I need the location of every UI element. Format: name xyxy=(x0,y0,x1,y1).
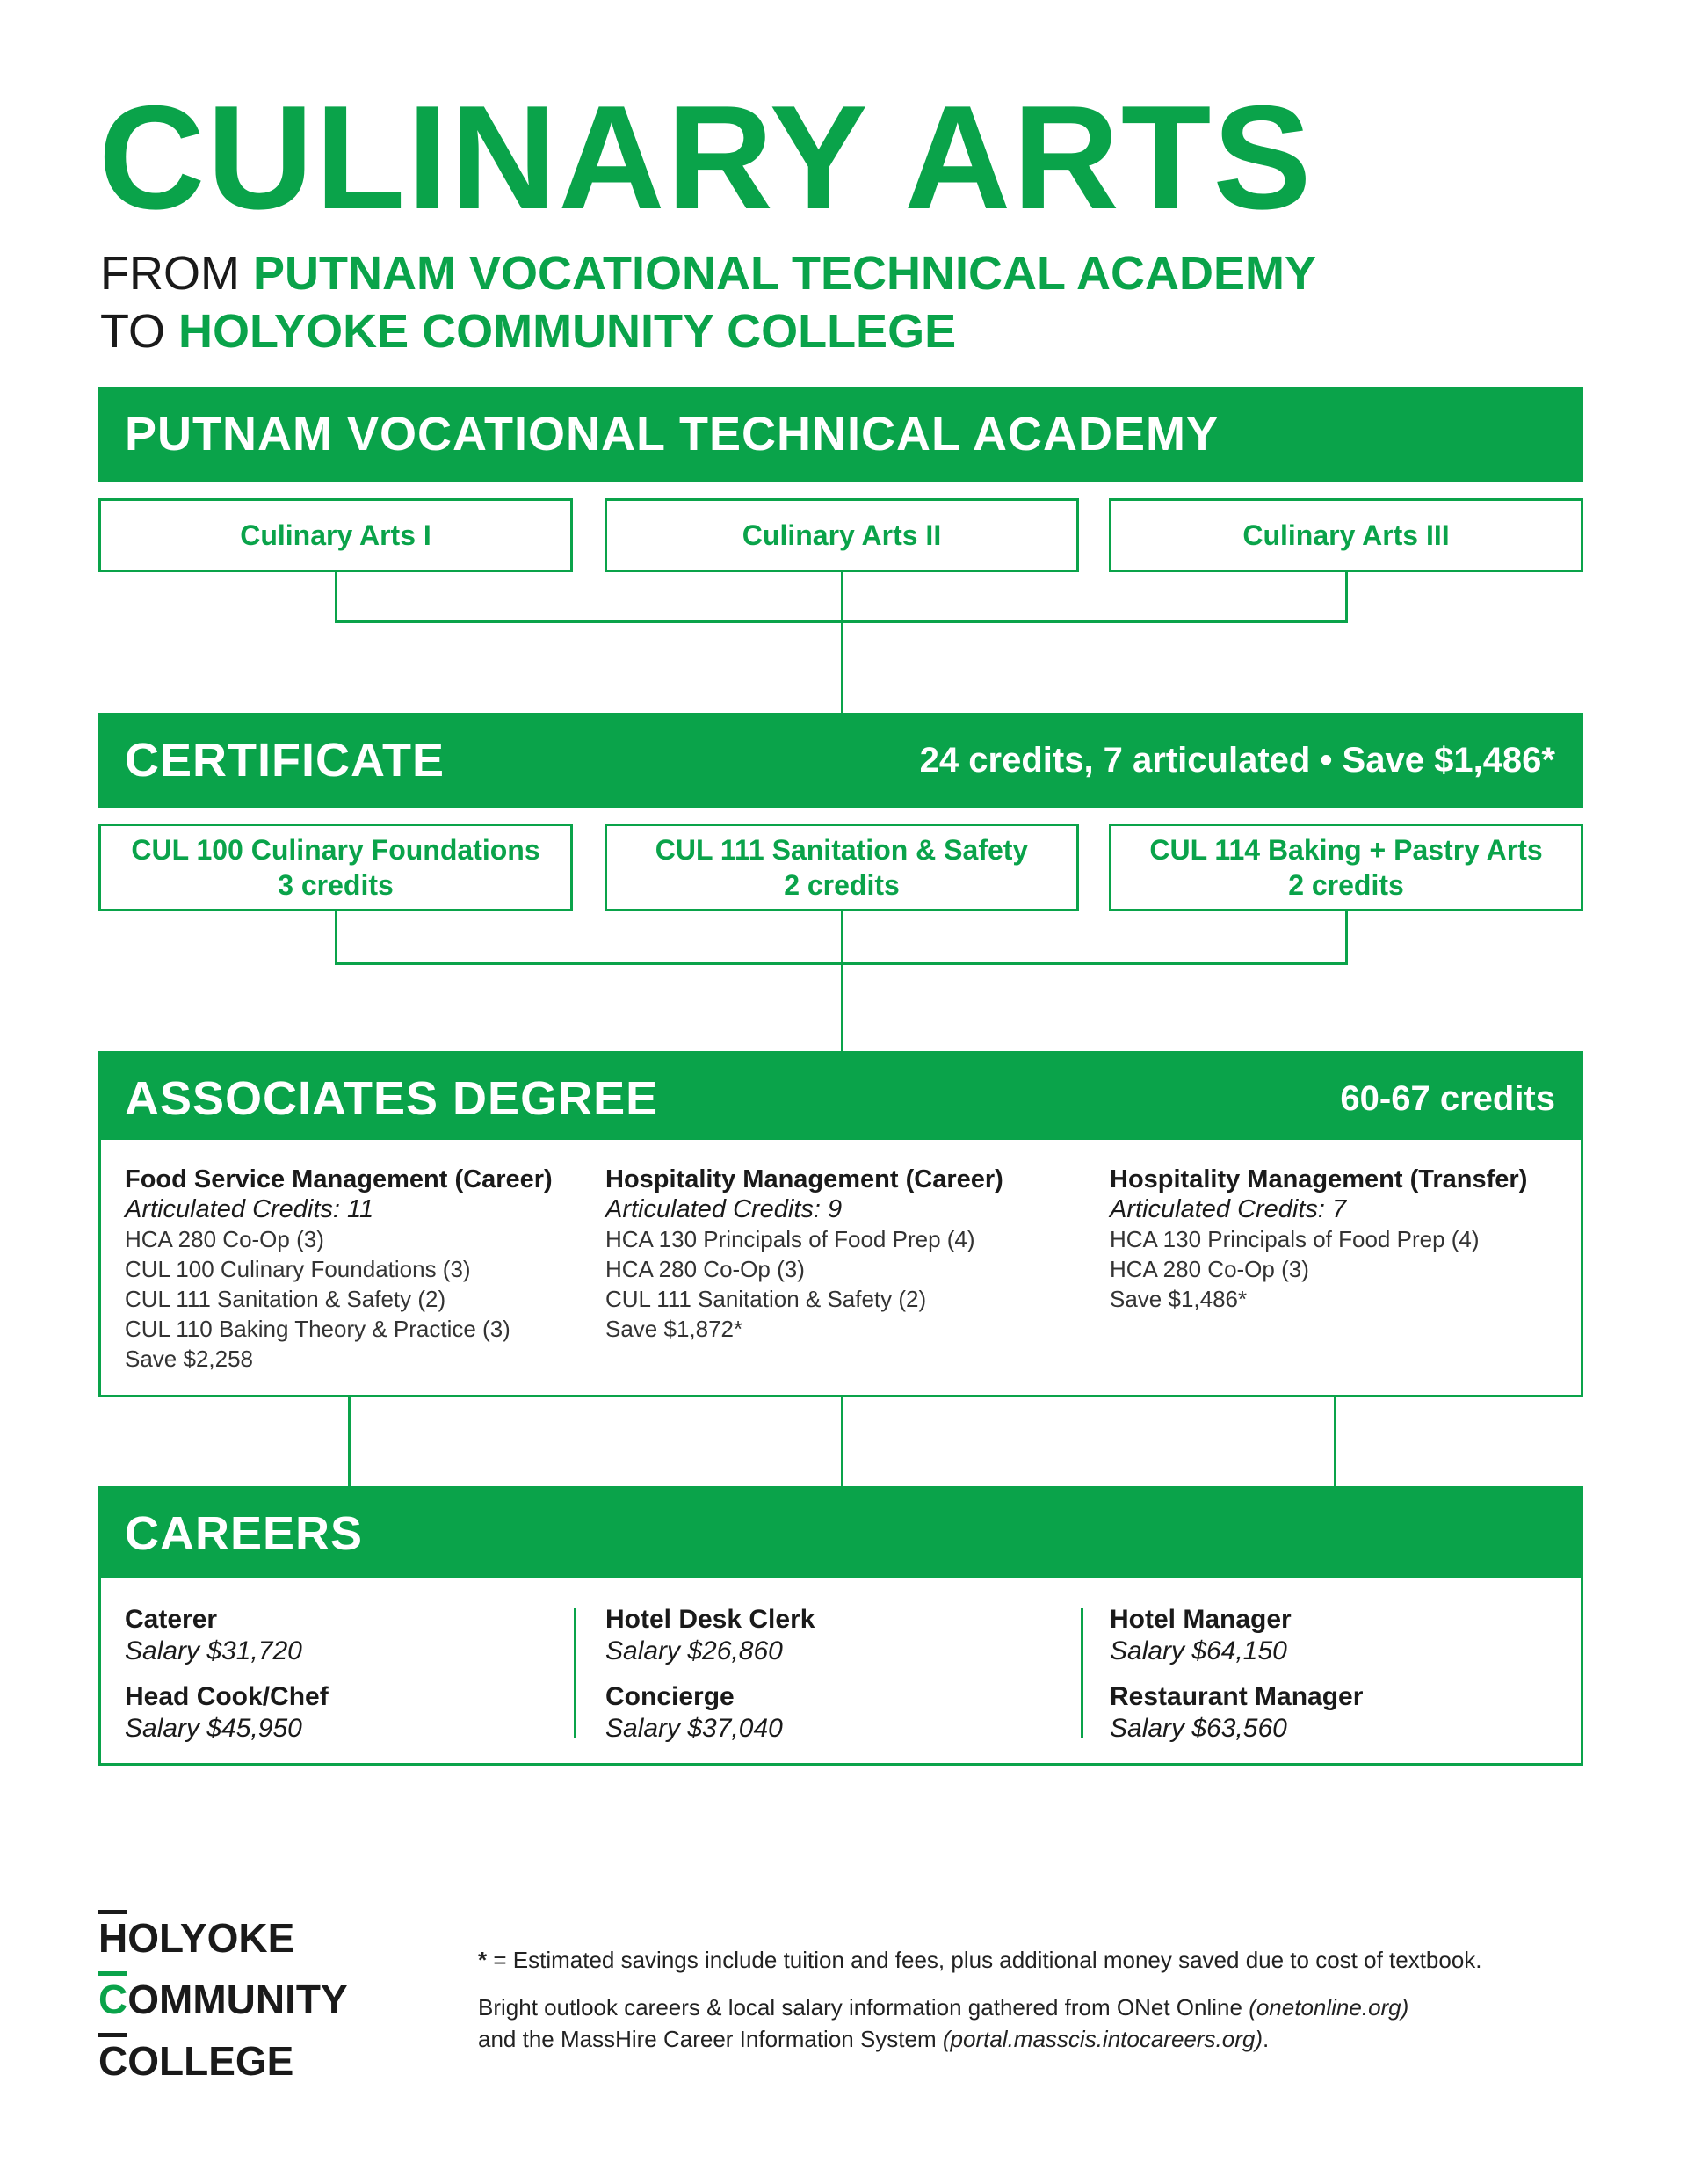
certificate-course-1-name: CUL 100 Culinary Foundations xyxy=(131,834,540,866)
program-line: HCA 130 Principals of Food Prep (4) xyxy=(1110,1226,1480,1252)
program-hospitality-management-transfer xyxy=(1110,1165,1527,1314)
program-articulated-credits: Articulated Credits: 11 xyxy=(125,1195,374,1223)
logo-line-college: COLLEGE xyxy=(98,2038,294,2084)
subtitle-to-school: HOLYOKE COMMUNITY COLLEGE xyxy=(178,305,957,358)
page-title: CULINARY ARTS xyxy=(98,75,1314,240)
logo-line-community: COMMUNITY xyxy=(98,1977,348,2022)
certificate-section-title: CERTIFICATE xyxy=(125,734,445,787)
putnam-course-1 xyxy=(98,498,573,572)
program-name: Hospitality Management (Transfer) xyxy=(1110,1165,1528,1194)
college-logo xyxy=(98,1907,348,2092)
onetonline-link: (onetonline.org) xyxy=(1249,1994,1409,2021)
connector-line xyxy=(1334,1397,1336,1489)
certificate-course-2-name: CUL 111 Sanitation & Safety xyxy=(655,834,1029,866)
footnote-sources-text: Bright outlook careers & local salary information gathered from ONet Online xyxy=(478,1994,1249,2021)
career-salary: Salary $31,720 xyxy=(125,1636,302,1665)
career-column-2 xyxy=(605,1604,815,1759)
certificate-section-header xyxy=(98,713,1583,808)
associates-section-header xyxy=(98,1051,1583,1146)
certificate-course-2 xyxy=(605,824,1079,911)
certificate-course-2-credits: 2 credits xyxy=(784,869,900,901)
career-salary: Salary $64,150 xyxy=(1110,1636,1287,1665)
connector-line xyxy=(1345,911,1348,965)
career-salary: Salary $26,860 xyxy=(605,1636,783,1665)
footnote-asterisk: * xyxy=(478,1947,488,1973)
careers-panel xyxy=(98,1578,1583,1766)
program-line: HCA 280 Co-Op (3) xyxy=(1110,1256,1309,1282)
associates-section-title: ASSOCIATES DEGREE xyxy=(125,1072,659,1125)
career-salary: Salary $63,560 xyxy=(1110,1714,1287,1743)
putnam-section-header xyxy=(98,387,1583,482)
connector-line xyxy=(1345,572,1348,623)
program-line: CUL 111 Sanitation & Safety (2) xyxy=(605,1286,927,1312)
careers-section-title: CAREERS xyxy=(125,1507,364,1560)
certificate-course-3-credits: 2 credits xyxy=(1288,869,1404,901)
certificate-course-1 xyxy=(98,824,573,911)
putnam-course-3-label: Culinary Arts III xyxy=(1242,519,1450,551)
certificate-summary: 24 credits, 7 articulated • Save $1,486* xyxy=(919,740,1555,780)
program-savings: Save $2,258 xyxy=(125,1346,254,1372)
program-line: CUL 110 Baking Theory & Practice (3) xyxy=(125,1316,510,1342)
connector-line xyxy=(335,962,1348,965)
program-line: HCA 280 Co-Op (3) xyxy=(125,1226,324,1252)
career-title: Head Cook/Chef xyxy=(125,1682,329,1711)
program-name: Hospitality Management (Career) xyxy=(605,1165,1003,1194)
putnam-section-title: PUTNAM VOCATIONAL TECHNICAL ACADEMY xyxy=(125,408,1219,461)
connector-line xyxy=(335,911,337,965)
program-line: CUL 100 Culinary Foundations (3) xyxy=(125,1256,471,1282)
putnam-course-2-label: Culinary Arts II xyxy=(742,519,942,551)
connector-line xyxy=(348,1397,351,1489)
subtitle-from-school: PUTNAM VOCATIONAL TECHNICAL ACADEMY xyxy=(252,247,1316,300)
logo-line-holyoke: HOLYOKE xyxy=(98,1915,295,1961)
putnam-course-3 xyxy=(1109,498,1583,572)
footnote-savings xyxy=(478,1944,1482,1976)
program-articulated-credits: Articulated Credits: 9 xyxy=(605,1195,843,1223)
career-column-3 xyxy=(1110,1604,1363,1759)
program-line: HCA 280 Co-Op (3) xyxy=(605,1256,805,1282)
certificate-course-3-name: CUL 114 Baking + Pastry Arts xyxy=(1149,834,1543,866)
putnam-course-1-label: Culinary Arts I xyxy=(240,519,431,551)
certificate-course-3 xyxy=(1109,824,1583,911)
program-savings: Save $1,486* xyxy=(1110,1286,1248,1312)
associates-credits: 60-67 credits xyxy=(1340,1078,1555,1118)
career-title: Hotel Manager xyxy=(1110,1605,1292,1634)
connector-line xyxy=(841,911,844,1054)
career-title: Caterer xyxy=(125,1605,218,1634)
career-salary: Salary $45,950 xyxy=(125,1714,302,1743)
program-food-service-management xyxy=(125,1165,553,1374)
column-divider xyxy=(574,1608,576,1738)
subtitle-to-lead: TO xyxy=(100,305,166,358)
career-title: Restaurant Manager xyxy=(1110,1682,1364,1711)
subtitle-from xyxy=(100,247,1316,300)
program-articulated-credits: Articulated Credits: 7 xyxy=(1110,1195,1347,1223)
connector-line xyxy=(335,572,337,623)
career-title: Hotel Desk Clerk xyxy=(605,1605,815,1634)
career-column-1 xyxy=(125,1604,329,1759)
program-hospitality-management-career xyxy=(605,1165,1003,1344)
connector-line xyxy=(335,620,1348,623)
program-line: HCA 130 Principals of Food Prep (4) xyxy=(605,1226,975,1252)
column-divider xyxy=(1081,1608,1083,1738)
career-title: Concierge xyxy=(605,1682,735,1711)
connector-line xyxy=(841,1397,844,1489)
program-name: Food Service Management (Career) xyxy=(125,1165,553,1194)
program-line: CUL 111 Sanitation & Safety (2) xyxy=(125,1286,446,1312)
connector-line xyxy=(841,572,844,715)
careers-section-header xyxy=(98,1486,1583,1581)
subtitle-to xyxy=(100,305,957,358)
putnam-course-2 xyxy=(605,498,1079,572)
program-savings: Save $1,872* xyxy=(605,1316,743,1342)
associates-programs-panel xyxy=(98,1140,1583,1397)
masscis-link: (portal.masscis.intocareers.org) xyxy=(942,2026,1263,2052)
footnote-sources-text-2: and the MassHire Career Information System xyxy=(478,2026,943,2052)
footnote-sources: Bright outlook careers & local salary information gathered from ONet Online (onetonline.org) and the MassHire Career Information System (portal.masscis.intocareers.org). xyxy=(478,1994,1409,2052)
certificate-course-1-credits: 3 credits xyxy=(278,869,394,901)
footnote-savings-text: = Estimated savings include tuition and fees, plus additional money saved due to cost of textbook. xyxy=(487,1947,1482,1973)
career-salary: Salary $37,040 xyxy=(605,1714,783,1743)
subtitle-from-lead: FROM xyxy=(100,247,240,300)
